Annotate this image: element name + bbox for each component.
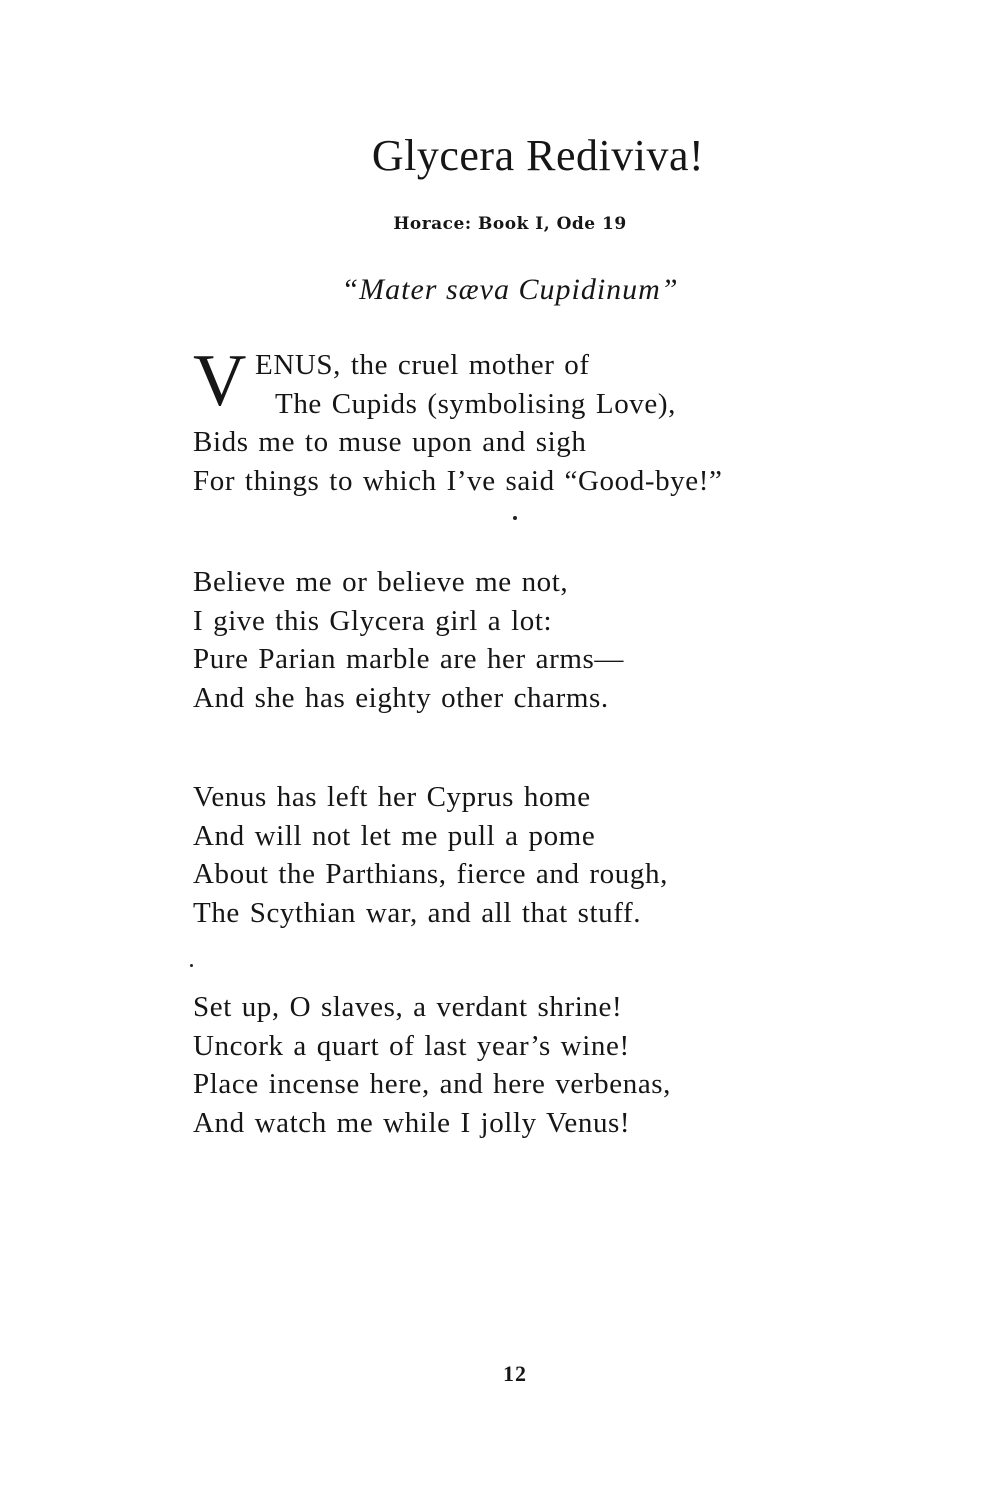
poem-subtitle: Horace: Book I, Ode 19 bbox=[393, 214, 627, 234]
poem-line: And watch me while I jolly Venus! bbox=[193, 1106, 631, 1139]
ink-speck bbox=[513, 516, 517, 520]
stanza-3 bbox=[193, 778, 668, 932]
poem-line: The Cupids (symbolising Love), bbox=[275, 387, 676, 420]
poem-epigraph: “Mater sæva Cupidinum” bbox=[341, 273, 679, 306]
poem-line: For things to which I’ve said “Good-bye!” bbox=[193, 464, 723, 497]
poem-line: Uncork a quart of last year’s wine! bbox=[193, 1029, 630, 1062]
poem-line: Set up, O slaves, a verdant shrine! bbox=[193, 991, 623, 1023]
page-number: 12 bbox=[503, 1361, 527, 1386]
drop-cap: V bbox=[193, 340, 248, 422]
poem-line: The Scythian war, and all that stuff. bbox=[193, 896, 642, 929]
first-line-text: ENUS, the cruel mother of bbox=[255, 349, 590, 381]
poem-line: Believe me or believe me not, bbox=[193, 566, 569, 598]
stanza-4 bbox=[193, 988, 671, 1142]
poem-line: And she has eighty other charms. bbox=[193, 681, 609, 714]
poem-line: Venus has left her Cyprus home bbox=[193, 781, 591, 813]
poem-line: About the Parthians, fierce and rough, bbox=[193, 858, 668, 890]
poem-line: Bids me to muse upon and sigh bbox=[193, 426, 587, 458]
stanza-1 bbox=[193, 340, 723, 500]
poem-title: Glycera Rediviva! bbox=[371, 131, 705, 180]
poem-line: And will not let me pull a pome bbox=[193, 819, 596, 852]
poem-line: Pure Parian marble are her arms— bbox=[193, 643, 625, 675]
poem-line: I give this Glycera girl a lot: bbox=[193, 604, 553, 637]
stanza-2 bbox=[193, 563, 624, 717]
poem-line: Place incense here, and here verbenas, bbox=[193, 1068, 672, 1100]
ink-speck bbox=[190, 964, 193, 967]
